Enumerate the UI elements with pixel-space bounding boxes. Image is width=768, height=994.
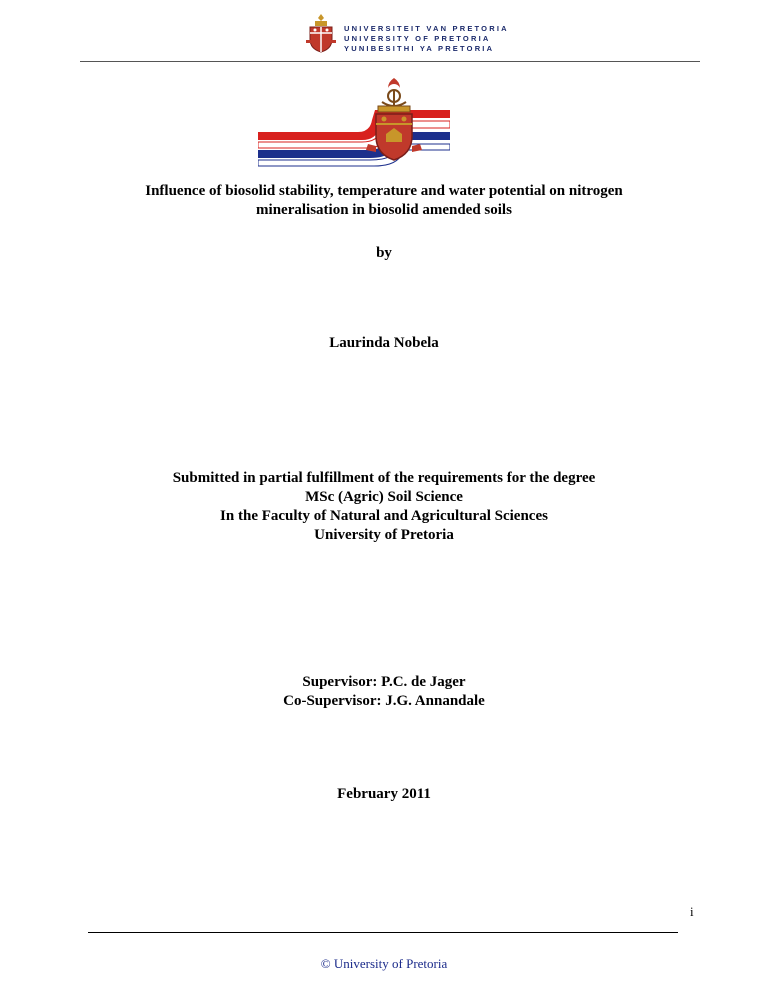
- university-crest-icon: [306, 12, 336, 54]
- submission-date: February 2011: [337, 786, 431, 802]
- faculty-name: In the Faculty of Natural and Agricultural Sciences: [220, 508, 548, 524]
- university-emblem-with-stripes: [258, 74, 450, 170]
- author-name: Laurinda Nobela: [329, 335, 439, 351]
- thesis-title-line-1: Influence of biosolid stability, temperature and water potential on nitrogen: [145, 183, 623, 199]
- supervisor: Supervisor: P.C. de Jager: [302, 674, 466, 690]
- university-name-english: UNIVERSITY OF PRETORIA: [344, 34, 491, 43]
- page-number: i: [690, 904, 694, 919]
- by-label: by: [376, 245, 392, 261]
- submission-line-1: Submitted in partial fulfillment of the requirements for the degree: [172, 470, 596, 486]
- copyright-notice[interactable]: © University of Pretoria: [320, 956, 448, 971]
- university-name-afrikaans: UNIVERSITEIT VAN PRETORIA: [344, 24, 509, 33]
- degree-name: MSc (Agric) Soil Science: [305, 489, 463, 505]
- university-name-sepedi: YUNIBESITHI YA PRETORIA: [344, 44, 495, 53]
- co-supervisor: Co-Supervisor: J.G. Annandale: [283, 693, 485, 709]
- footer-divider: [88, 932, 678, 933]
- university-header-logo: [300, 12, 509, 56]
- header-divider: [80, 61, 700, 62]
- thesis-title-line-2: mineralisation in biosolid amended soils: [256, 202, 512, 218]
- university-name: University of Pretoria: [314, 527, 454, 543]
